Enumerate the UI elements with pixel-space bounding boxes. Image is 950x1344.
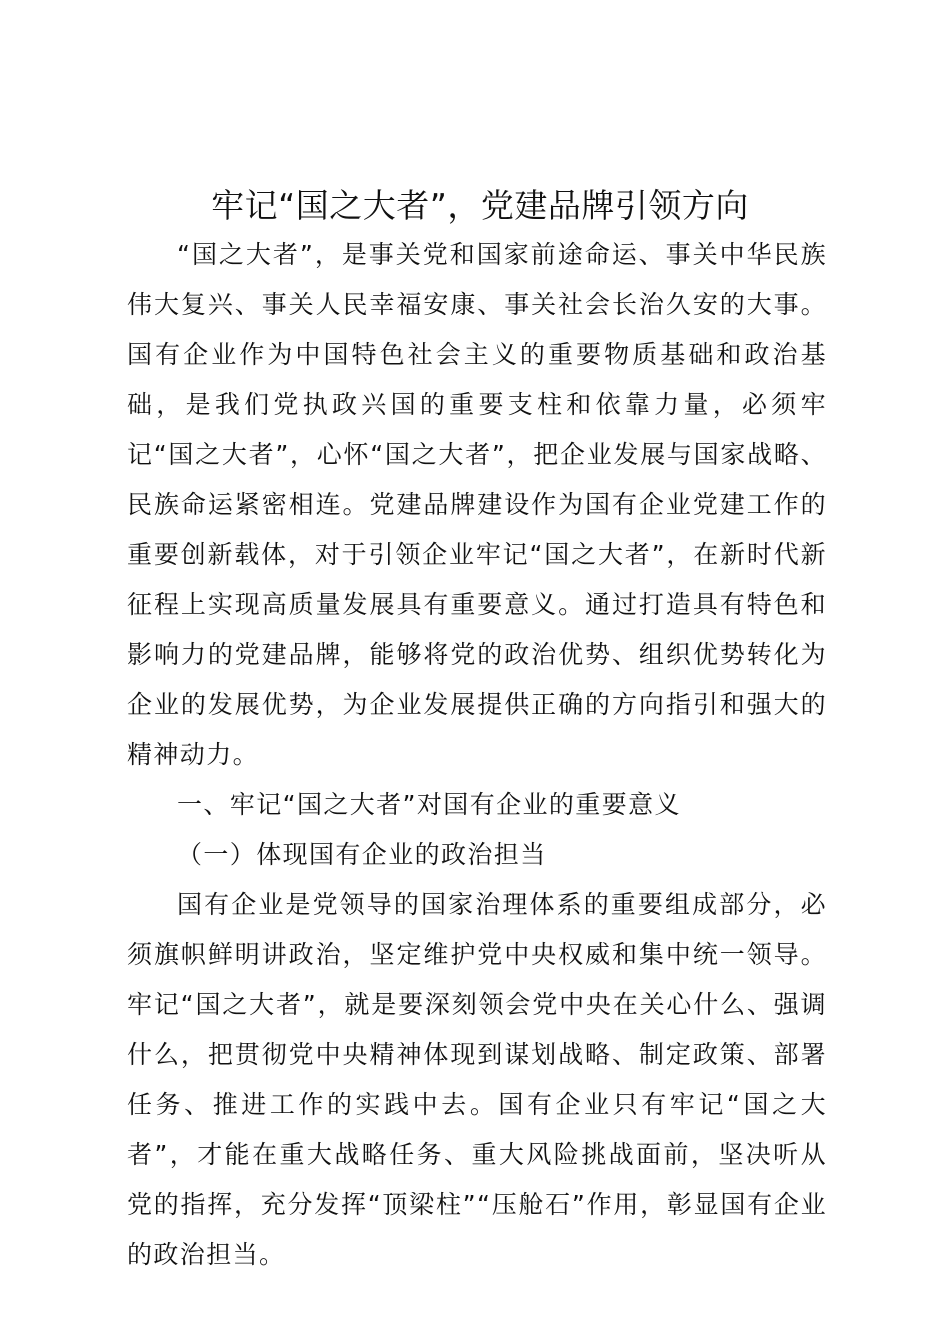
document-title: 牢记“国之大者”，党建品牌引领方向 — [211, 186, 749, 225]
document-body — [127, 230, 827, 1280]
section-heading-1: 一、牢记“国之大者”对国有企业的重要意义 — [177, 790, 681, 819]
subsection-heading-1: （一）体现国有企业的政治担当 — [177, 840, 547, 869]
intro-paragraph: “国之大者”，是事关党和国家前途命运、事关中华民族伟大复兴、事关人民幸福安康、事关社会长治久安的大事。国有企业作为中国特色社会主义的重要物质基础和政治基础，是我们党执政兴国的重要支柱和依靠力量，必须牢记“国之大者”，心怀“国之大者”，把企业发展与国家战略、民族命运紧密相连。党建品牌建设作为国有企业党建工作的重要创新载体，对于引领企业牢记“国之大者”，在新时代新征程上实现高质量发展具有重要意义。通过打造具有特色和影响力的党建品牌，能够将党的政治优势、组织优势转化为企业的发展优势，为企业发展提供正确的方向指引和强大的精神动力。 — [127, 240, 827, 769]
body-paragraph-1: 国有企业是党领导的国家治理体系的重要组成部分，必须旗帜鲜明讲政治，坚定维护党中央权威和集中统一领导。牢记“国之大者”，就是要深刻领会党中央在关心什么、强调什么，把贯彻党中央精神体现到谋划战略、制定政策、部署任务、推进工作的实践中去。国有企业只有牢记“国之大者”，才能在重大战略任务、重大风险挑战面前，坚决听从党的指挥，充分发挥“顶梁柱”“压舱石”作用，彰显国有企业的政治担当。 — [127, 890, 827, 1269]
